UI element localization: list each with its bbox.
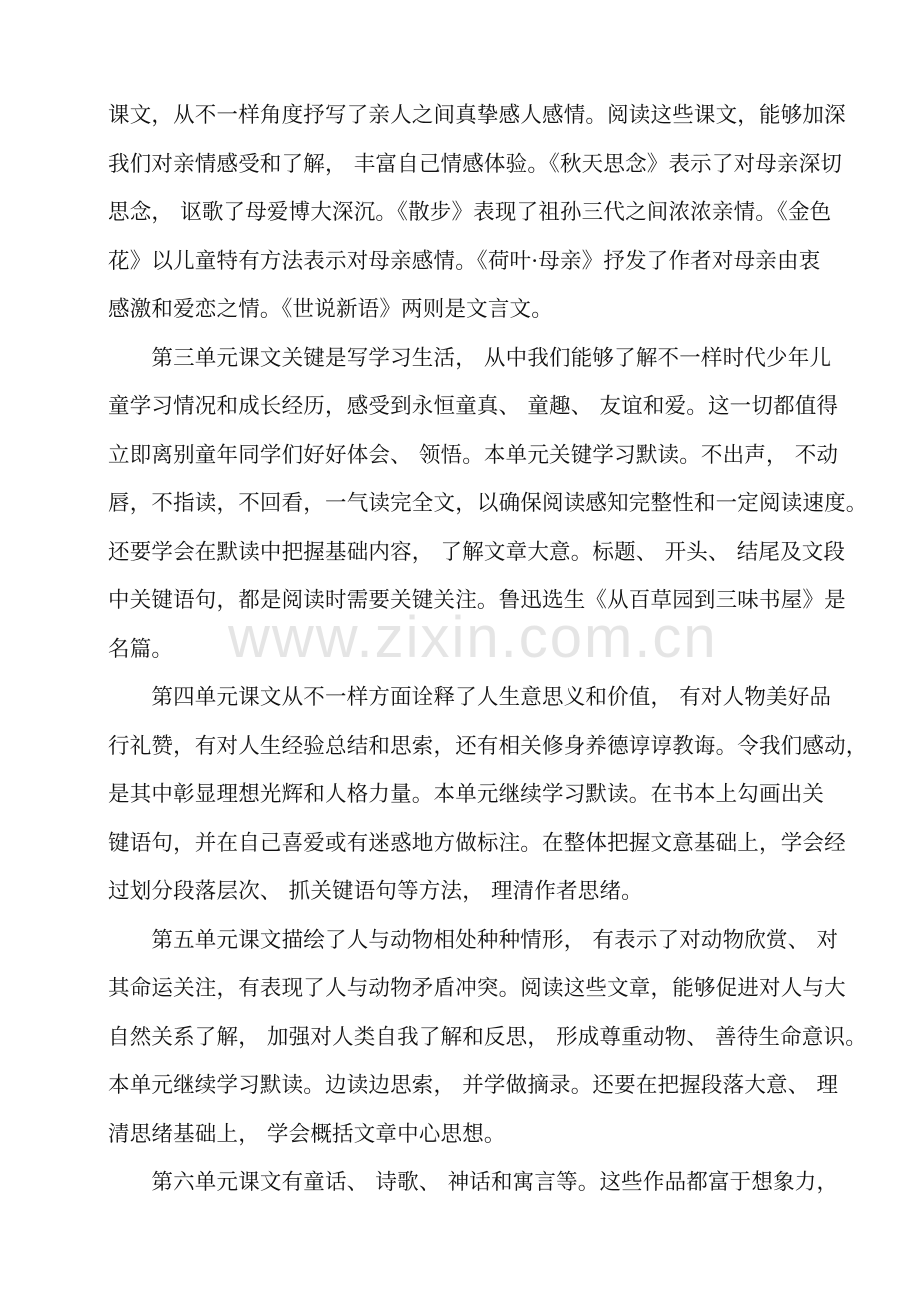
- watermark: www.zixin.com.cn: [228, 605, 718, 670]
- text-line: 我们对亲情感受和了解， 丰富自己情感体验。《秋天思念》表示了对母亲深切: [108, 151, 843, 177]
- text-line: 其命运关注，有表现了人与动物矛盾冲突。阅读这些文章，能够促进对人与大: [108, 976, 846, 1001]
- text-line: 本单元继续学习默读。边读边思索， 并学做摘录。还要在把握段落大意、 理: [108, 1073, 839, 1098]
- text-line: 中关键语句，都是阅读时需要关键关注。鲁迅选生《从百草园到三味书屋》是: [108, 588, 846, 613]
- text-line: 清思绪基础上， 学会概括文章中心思想。: [108, 1121, 506, 1147]
- text-line: 自然关系了解， 加强对人类自我了解和反思， 形成尊重动物、 善待生命意识。: [108, 1024, 867, 1050]
- text-line: 花》以儿童特有方法表示对母亲感情。《荷叶·母亲》抒发了作者对母亲由衷: [108, 248, 821, 274]
- text-line: 过划分段落层次、 抓关键语句等方法， 理清作者思绪。: [108, 879, 643, 904]
- text-line: 第三单元课文关键是写学习生活， 从中我们能够了解不一样时代少年儿: [108, 345, 832, 371]
- text-line: 立即离别童年同学们好好体会、 领悟。本单元关键学习默读。不出声， 不动: [108, 442, 839, 468]
- text-line: 唇，不指读，不回看，一气读完全文，以确保阅读感知完整性和一定阅读速度。: [108, 491, 868, 516]
- text-line: 思念， 讴歌了母爱博大深沉。《散步》表现了祖孙三代之间浓浓亲情。《金色: [108, 200, 832, 225]
- text-line: 是其中彰显理想光辉和人格力量。本单元继续学习默读。在书本上勾画出关: [108, 782, 825, 807]
- text-line: 第六单元课文有童话、 诗歌、 神话和寓言等。这些作品都富于想象力，: [108, 1170, 839, 1195]
- text-line: 童学习情况和成长经历，感受到永恒童真、 童趣、 友谊和爱。这一切都值得: [108, 394, 839, 419]
- text-line: 还要学会在默读中把握基础内容， 了解文章大意。标题、 开头、 结尾及文段: [108, 539, 846, 565]
- text-line: 名篇。: [108, 636, 174, 662]
- text-line: 键语句，并在自己喜爱或有迷惑地方做标注。在整体把握文意基础上，学会经: [108, 830, 846, 856]
- text-line: 第五单元课文描绘了人与动物相处种种情形， 有表示了对动物欣赏、 对: [108, 927, 839, 953]
- text-line: 感激和爱恋之情。《世说新语》两则是文言文。: [108, 297, 553, 322]
- text-line: 课文，从不一样角度抒写了亲人之间真挚感人感情。阅读这些课文，能够加深: [108, 103, 846, 128]
- text-line: 行礼赞，有对人生经验总结和思索，还有相关修身养德谆谆教诲。令我们感动，: [108, 733, 868, 759]
- text-line: 第四单元课文从不一样方面诠释了人生意思义和价值， 有对人物美好品: [108, 685, 832, 710]
